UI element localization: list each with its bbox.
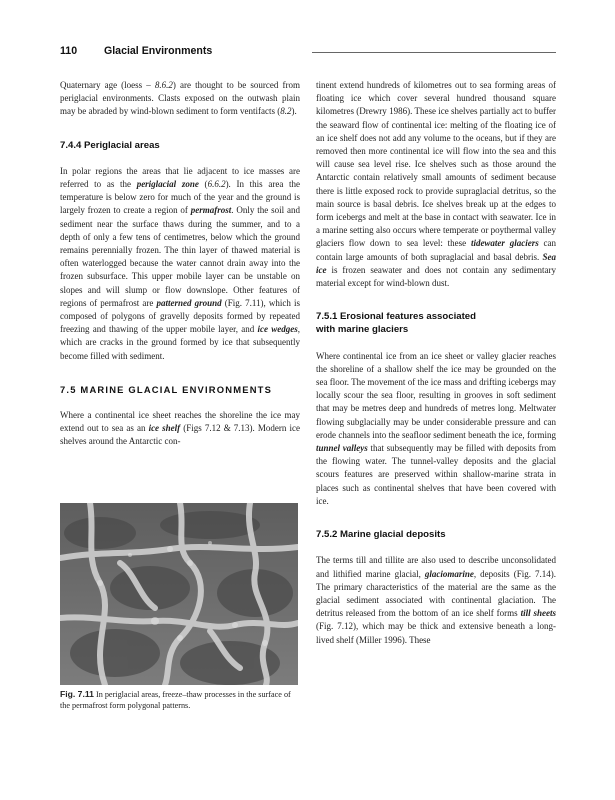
paragraph-ice-shelf: Where a continental ice sheet reaches the shoreline the ice may extend out to sea as an ice shelf (Figs 7.12 & 7.13). Modern ice shelves around the Antarctic con- — [60, 410, 300, 447]
paragraph-loess: Quaternary age (loess – 8.6.2) are thought to be sourced from periglacial environments. Clasts exposed on the outwash plain may be abraded by wind-blown sediment to form ventifacts (8.2). — [60, 80, 300, 117]
heading-periglacial-areas: 7.4.4 Periglacial areas — [60, 139, 160, 151]
running-header — [60, 43, 556, 59]
right-column — [316, 79, 556, 647]
term-tunnel-valleys: tunnel valleys — [316, 443, 368, 454]
figure-caption-text: In periglacial areas, freeze–thaw processes in the surface of the permafrost form polygonal patterns. — [60, 690, 291, 710]
term-sea-ice: Sea ice — [316, 251, 556, 275]
term-tidewater-glaciers: tidewater glaciers — [470, 238, 539, 249]
paragraph-erosional: Where continental ice from an ice sheet or valley glacier reaches the shoreline of a shallow shelf the ice may be grounded on the sea floor. The movement of the ice mass and drifting icebergs may locally scour the sea floor, resulting in grooves in soft sediment that may be metres deep and hundreds of metres long. Meltwater flowing subglacially may be under considerable pressure and can erode channels into the seafloor sediment beneath the ice, forming tunnel valleys that subsequently may be filled with deposits from the flowing water. The tunnel-valley deposits and the glacial scours features are preserved within shallow-marine strata in places such as continental shelves that have been covered with ice. — [316, 350, 556, 506]
figure-7-11-photo — [60, 503, 298, 685]
paragraph-deposits: The terms till and tillite are also used to describe unconsolidated and lithified marine glacial, glaciomarine, deposits (Fig. 7.14). The primary characteristics of the material are the same as the glacial sediment associated with continental glaciation. The detritus released from the bottom of an ice shelf forms till sheets (Fig. 7.12), which may be thick and extensive beneath a long-lived shelf (Miller 1996). These — [316, 555, 556, 645]
heading-marine-glacial-deposits: 7.5.2 Marine glacial deposits — [316, 529, 446, 541]
term-periglacial-zone: periglacial zone — [136, 179, 199, 190]
paragraph-periglacial: In polar regions the areas that lie adjacent to ice masses are referred to as the periglacial zone (6.6.2). In this area the temperature is below zero for much of the year and the ground is largely frozen to create a region of permafrost. Only the soil and sediment near the surface thaws during the summer, and to a depth of only a few tens of centimetres, below which the ground remains perennially frozen. The thin layer of thawed material is often waterlogged because the water cannot drain away into the frozen subsurface. This upper mobile layer can be unstable on slopes and will slump or flow downslope. Other features of regions of permafrost are patterned ground (Fig. 7.11), which is composed of polygons of gravelly deposits formed by repeated freezing and thawing of the upper mobile layer, and ice wedges, which are cracks in the ground formed by ice that subsequently become filled with sediment. — [60, 165, 301, 361]
term-till-sheets: till sheets — [520, 608, 556, 619]
term-patterned-ground: patterned ground — [156, 297, 222, 308]
heading-marine-glacial: 7.5 MARINE GLACIAL ENVIRONMENTS — [60, 383, 273, 395]
left-column — [60, 79, 300, 449]
patterned-ground-image — [60, 503, 298, 685]
figure-label: Fig. 7.11 — [60, 689, 94, 699]
running-title: Glacial Environments — [104, 45, 213, 57]
term-permafrost: permafrost — [190, 205, 232, 216]
page-number: 110 — [60, 45, 78, 57]
term-ice-wedges: ice wedges — [257, 324, 298, 335]
term-glaciomarine: glaciomarine — [424, 568, 474, 579]
header-rule — [312, 52, 556, 53]
figure-caption — [60, 689, 300, 711]
term-ice-shelf: ice shelf — [148, 423, 181, 434]
heading-erosional-features: 7.5.1 Erosional features associated with marine glaciers — [316, 311, 476, 336]
paragraph-ice-shelves: tinent extend hundreds of kilometres out to sea forming areas of floating ice which cover several hundred thousand square kilometres (Drewry 1986). These ice shelves partially act to buffer the seaward flow of continental ice: melting of the floating ice of an ice shelf does not add any volume to the oceans, but if they are removed then more continental ice will flow into the sea and this will cause sea level rise. Ice shelves such as those around the Antarctic contain relatively small amounts of sediment because there is little exposed rock to provide supraglacial detritus, so the main source is basal debris. Ice shelves break up at the edges to form icebergs and melt at the base in contact with seawater. Ice in a marine setting also occurs where temperate or poythermal valley glaciers flow down to sea level: these tidewater glaciers can contain large amounts of both supraglacial and basal debris. Sea ice is frozen seawater and does not contain any sedimentary material except for wind-blown dust. — [316, 80, 556, 289]
